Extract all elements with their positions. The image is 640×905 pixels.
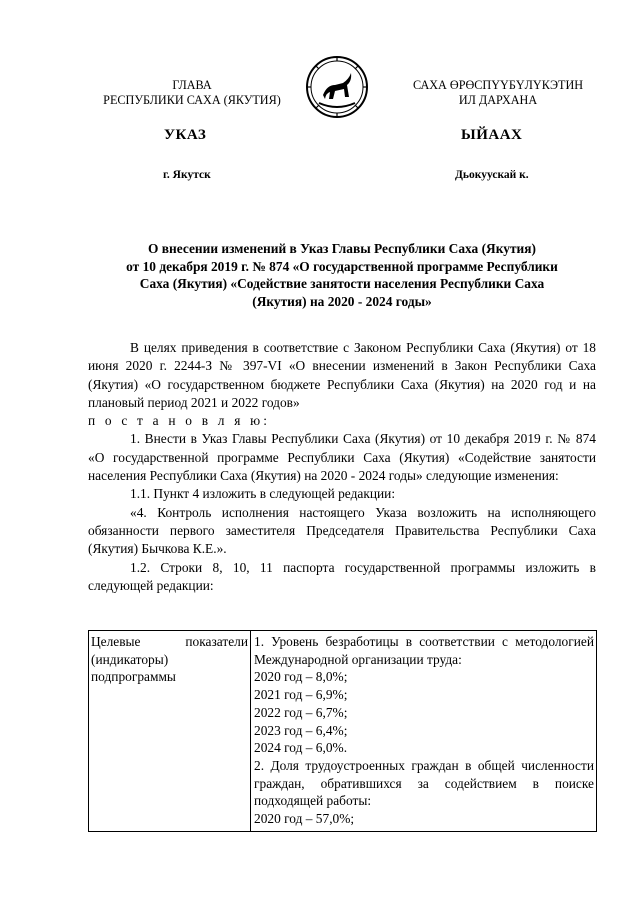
header-left-line1: ГЛАВА xyxy=(172,78,212,92)
doc-type-right: ЫЙААХ xyxy=(461,127,523,143)
paragraph-item-1-1: 1.1. Пункт 4 изложить в следующей редакции: xyxy=(130,486,396,502)
passport-table xyxy=(88,630,597,832)
title-line: Саха (Якутия) «Содействие занятости населения Республики Саха xyxy=(139,276,545,291)
city-right: Дьокуускай к. xyxy=(455,169,529,181)
title-line: (Якутия) на 2020 - 2024 годы» xyxy=(252,293,432,309)
table-line: 1. Уровень безработицы в соответствии с методологией Международной организации труда: xyxy=(254,634,594,667)
header-left-line2: РЕСПУБЛИКИ САХА (ЯКУТИЯ) xyxy=(103,93,281,107)
document-body xyxy=(88,339,596,595)
table-left-cell-text: Целевые показатели (индикаторы) подпрограммы xyxy=(91,634,248,685)
table-line: 2020 год – 57,0%; xyxy=(254,811,355,827)
paragraph-item-1-2: 1.2. Строки 8, 10, 11 паспорта государственной программы изложить в следующей редакции: xyxy=(88,559,596,593)
header-right xyxy=(378,78,618,108)
table-line: 2023 год – 6,4%; xyxy=(254,722,348,738)
table-line: 2022 год – 6,7%; xyxy=(254,704,348,720)
decree-word: п о с т а н о в л я ю: xyxy=(88,413,271,429)
table-line: 2020 год – 8,0%; xyxy=(254,669,348,685)
title-line: О внесении изменений в Указ Главы Республики Саха (Якутия) xyxy=(148,241,536,256)
paragraph-item-1: 1. Внести в Указ Главы Республики Саха (Якутия) от 10 декабря 2019 г. № 874 «О государственной программе Республики Саха (Якутия) «Содействие занятости населения Республики Саха (Якутия) на 2020 - 2024 годы» следующие изменения: xyxy=(88,431,596,484)
header-right-line2: ИЛ ДАРХАНА xyxy=(458,93,538,107)
document-title xyxy=(88,240,596,310)
paragraph-preamble: В целях приведения в соответствие с Законом Республики Саха (Якутия) от 18 июня 2020 г. 2244-З № 397-VI «О внесении изменений в Закон Республики Саха (Якутия) «О государственном бюджете Республики Саха (Якутия) на 2020 год и на плановый период 2021 и 2022 годов» xyxy=(88,340,596,410)
header-left xyxy=(82,78,302,108)
doc-type-left: УКАЗ xyxy=(164,127,207,143)
coat-of-arms-emblem-icon xyxy=(305,55,369,119)
paragraph-item-4-quote: «4. Контроль исполнения настоящего Указа возложить на исполняющего обязанности первого заместителя Председателя Правительства Республики Саха (Якутия) Бычкова К.Е.». xyxy=(88,504,596,557)
table-right-cell xyxy=(251,631,596,828)
city-left: г. Якутск xyxy=(163,169,211,181)
table-line: 2. Доля трудоустроенных граждан в общей численности граждан, обратившихся за содействием в поиске подходящей работы: xyxy=(254,757,594,809)
table-line: 2024 год – 6,0%. xyxy=(254,740,348,756)
header-right-line1: САХА ӨРӨСПҮҮБҮЛҮКЭТИН xyxy=(412,78,584,92)
title-line: от 10 декабря 2019 г. № 874 «О государственной программе Республики xyxy=(126,258,558,274)
table-line: 2021 год – 6,9%; xyxy=(254,687,348,703)
table-left-cell xyxy=(89,631,251,831)
